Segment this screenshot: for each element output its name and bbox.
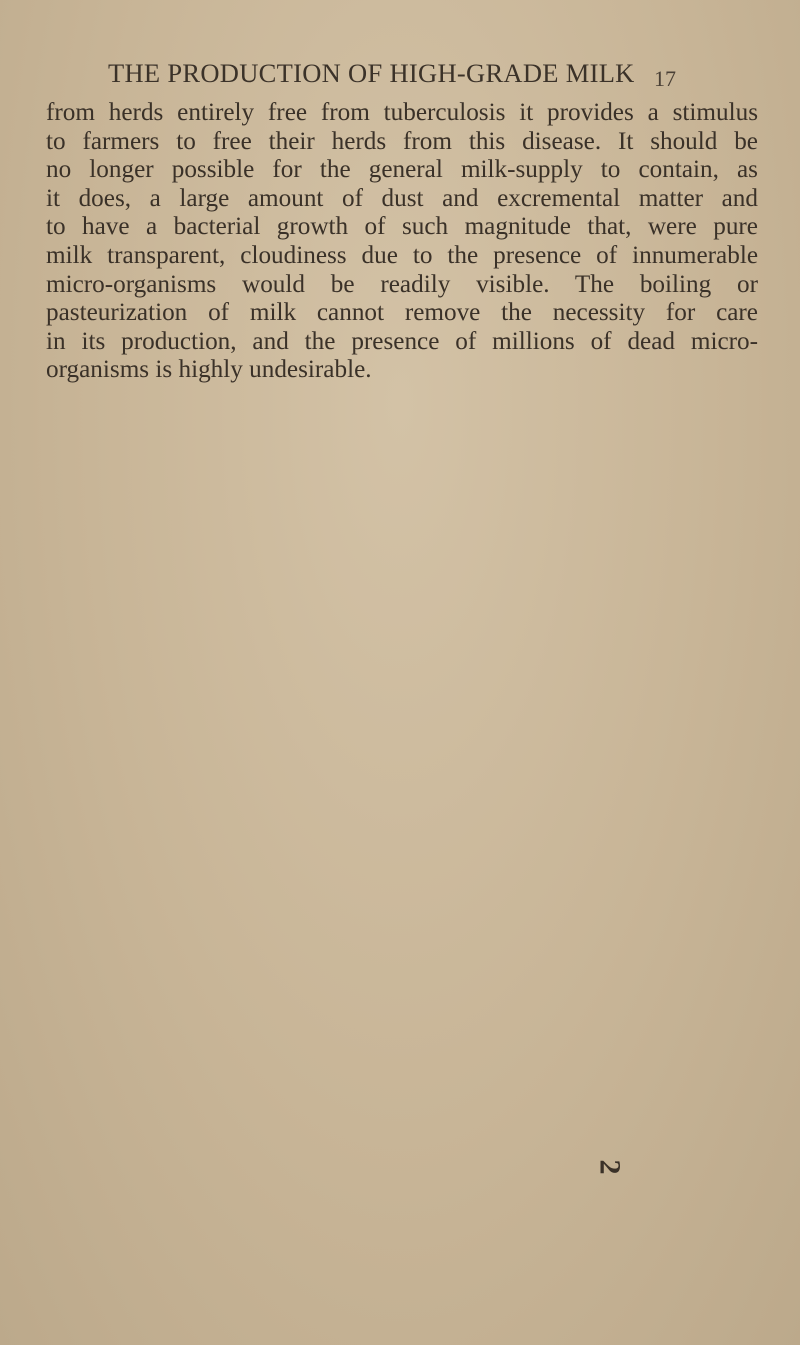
- text-line: organisms is highly undesirable.: [46, 356, 372, 384]
- text-line: micro-organisms would be readily visible. The boiling or: [46, 270, 758, 298]
- text-line: from herds entirely free from tuberculosis it provides a stimulus: [46, 99, 758, 126]
- text-line: pasteurization of milk cannot remove the necessity for care: [46, 299, 758, 327]
- running-head: [108, 58, 688, 98]
- text-line: in its production, and the presence of millions of dead micro-: [46, 327, 758, 355]
- text-line: to have a bacterial growth of such magnitude that, were pure: [46, 213, 758, 241]
- text-line: no longer possible for the general milk-supply to contain, as: [46, 156, 758, 184]
- page-number: 17: [654, 66, 676, 91]
- signature-mark: 2: [593, 1159, 627, 1175]
- text-line: milk transparent, cloudiness due to the presence of innumerable: [46, 241, 758, 269]
- running-title: THE PRODUCTION OF HIGH-GRADE MILK: [108, 58, 635, 88]
- text-line: to farmers to free their herds from this disease. It should be: [46, 127, 758, 155]
- text-line: it does, a large amount of dust and excremental matter and: [46, 184, 758, 212]
- body-paragraph: [46, 99, 758, 385]
